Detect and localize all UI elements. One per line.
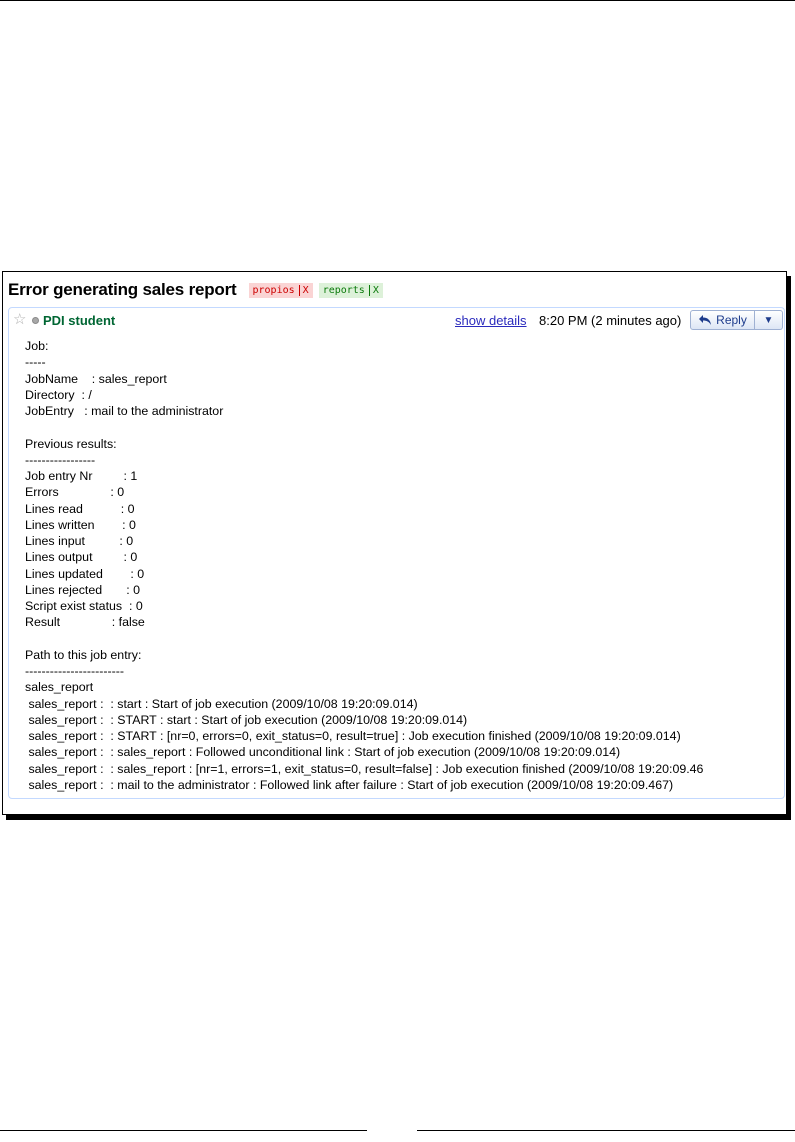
reply-arrow-icon — [698, 314, 712, 326]
email-screenshot — [2, 271, 787, 815]
body-line: sales_report : : START : start : Start of job execution (2009/10/08 19:20:09.014) — [25, 712, 468, 727]
message-body — [25, 338, 770, 793]
message-header — [9, 308, 784, 332]
body-line: sales_report — [25, 680, 94, 695]
subject-row — [8, 278, 383, 302]
body-line: Lines rejected : 0 — [25, 582, 141, 597]
reply-label[interactable]: Reply — [716, 313, 747, 327]
body-line: sales_report : : start : Start of job execution (2009/10/08 19:20:09.014) — [25, 696, 418, 711]
body-line: sales_report : : sales_report : Followed unconditional link : Start of job execution (2009/10/08 19:20:09.014) — [25, 745, 621, 760]
body-line: sales_report : : sales_report : [nr=1, errors=1, exit_status=0, result=false] : Job execution finished (2009/10/08 19:20:09.46 — [25, 761, 704, 776]
body-line — [25, 419, 770, 435]
body-line: ----------------- — [25, 452, 96, 467]
reply-button[interactable] — [690, 310, 755, 330]
label-chip-propios[interactable] — [249, 283, 313, 298]
page-bottom-rule-left — [0, 1130, 367, 1131]
body-line: ------------------------ — [25, 664, 125, 678]
body-line: ----- — [25, 355, 46, 370]
label-chip-reports[interactable] — [319, 283, 383, 298]
label-name[interactable]: propios — [252, 284, 295, 296]
show-details-link[interactable]: show details — [455, 313, 527, 328]
body-line: Path to this job entry: — [25, 647, 142, 662]
body-line: Lines written : 0 — [25, 517, 136, 532]
sender-name[interactable]: PDI student — [43, 313, 116, 328]
body-line: JobName : sales_report — [25, 371, 167, 386]
body-line: Lines updated : 0 — [25, 566, 145, 581]
body-line — [25, 631, 770, 647]
body-line: Result : false — [25, 615, 145, 630]
body-line: Job: — [25, 339, 49, 353]
body-line: Job entry Nr : 1 — [25, 469, 138, 483]
star-icon[interactable]: ☆ — [13, 311, 27, 328]
body-line: Errors : 0 — [25, 485, 125, 500]
body-line: Previous results: — [25, 436, 117, 451]
message-card — [8, 307, 785, 799]
body-line: JobEntry : mail to the administrator — [25, 404, 224, 418]
remove-label-button[interactable]: X — [299, 285, 309, 296]
email-subject: Error generating sales report — [8, 280, 237, 299]
remove-label-button[interactable]: X — [369, 285, 379, 296]
reply-options-dropdown[interactable]: ▼ — [755, 310, 783, 330]
body-line: Script exist status : 0 — [25, 599, 143, 613]
page-bottom-rule-right — [417, 1130, 795, 1131]
presence-dot-icon — [32, 317, 39, 324]
body-line: Lines input : 0 — [25, 534, 134, 548]
body-line: sales_report : : START : [nr=0, errors=0, exit_status=0, result=true] : Job execution finished (2009/10/08 19:20:09.014) — [25, 729, 681, 743]
message-timestamp: 8:20 PM (2 minutes ago) — [539, 313, 682, 328]
body-line: sales_report : : mail to the administrator : Followed link after failure : Start of job execution (2009/10/08 19:20:09.467) — [25, 777, 674, 792]
body-line: Lines output : 0 — [25, 550, 138, 565]
body-line: Directory : / — [25, 387, 92, 402]
label-name[interactable]: reports — [322, 284, 365, 296]
body-line: Lines read : 0 — [25, 501, 135, 516]
page-top-rule — [0, 0, 795, 1]
